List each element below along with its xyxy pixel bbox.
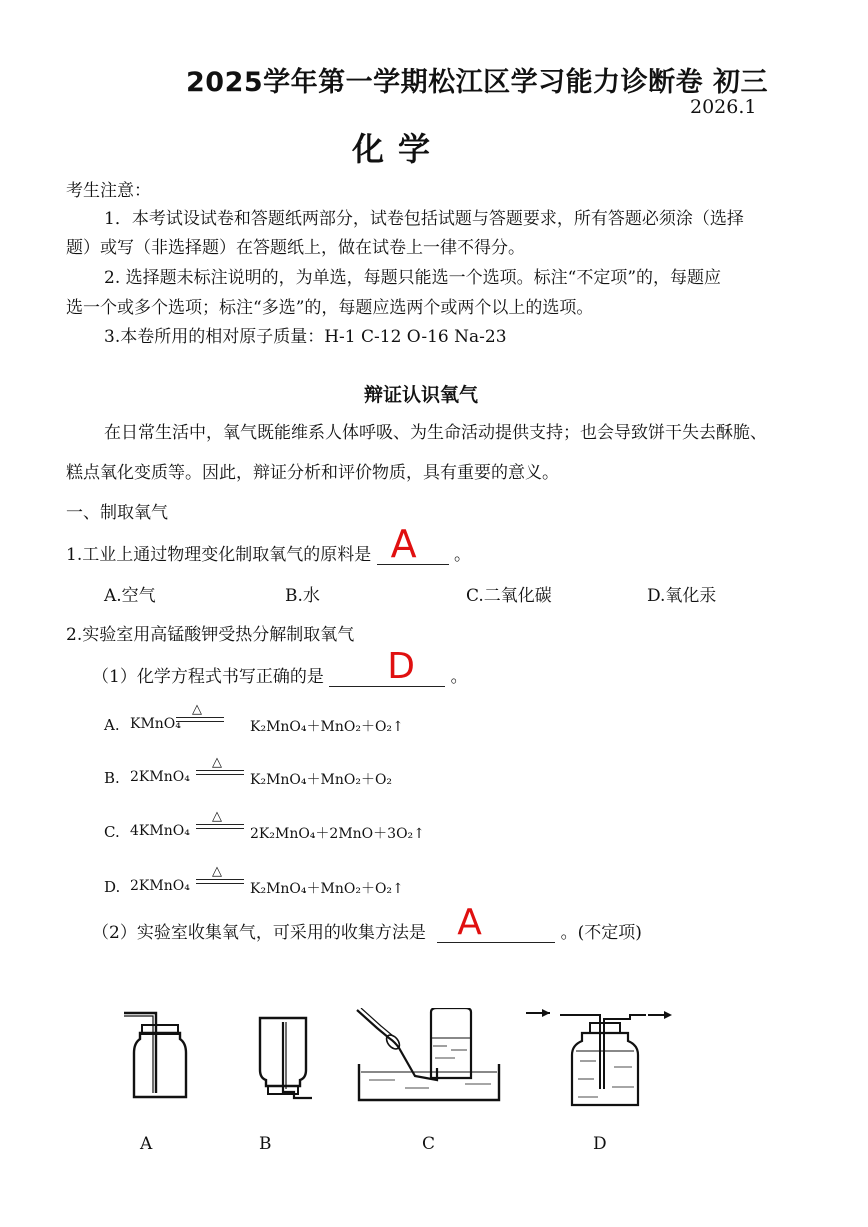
section-title: 辩证认识氧气	[364, 384, 479, 406]
section-intro-line-2: 糕点氧化变质等。因此，辩证分析和评价物质，具有重要的意义。	[66, 463, 559, 483]
q1-option-b: B.水	[285, 586, 320, 606]
q1-option-c: C.二氧化碳	[466, 586, 552, 606]
eq-d-condition	[196, 864, 244, 890]
subject-title: 化学	[352, 130, 445, 168]
question-2-1	[92, 646, 468, 687]
question-1-handwritten-answer: A	[390, 522, 417, 566]
apparatus-label-d: D	[593, 1134, 607, 1154]
eq-c-condition	[196, 809, 244, 835]
eq-a-right: K₂MnO₄＋MnO₂＋O₂↑	[250, 719, 404, 735]
apparatus-c-water-trough	[355, 1008, 505, 1108]
heat-triangle-icon: △	[212, 809, 222, 824]
apparatus-a-bottle-upright	[118, 1005, 198, 1105]
eq-c-letter: C.	[104, 823, 120, 841]
question-2-2-answer-blank[interactable]	[437, 902, 555, 943]
notice-heading: 考生注意：	[66, 181, 151, 201]
heat-triangle-icon: △	[212, 755, 222, 770]
section-intro-line-1: 在日常生活中，氧气既能维系人体呼吸、为生命活动提供支持；也会导致饼干失去酥脆、	[104, 423, 767, 443]
question-1-answer-blank[interactable]	[377, 522, 449, 566]
notice-item-2: 2. 选择题未标注说明的，为单选，每题只能选一个选项。标注“不定项”的，每题应	[104, 268, 722, 288]
heat-triangle-icon: △	[212, 864, 222, 879]
question-2-stem: 2.实验室用高锰酸钾受热分解制取氧气	[66, 625, 355, 645]
question-2-1-tail: 。	[450, 667, 468, 687]
apparatus-b-bottle-inverted	[250, 1012, 320, 1112]
question-2-2	[92, 902, 642, 943]
question-2-2-handwritten-answer: A	[457, 902, 482, 943]
heat-triangle-icon: △	[192, 702, 202, 717]
eq-b-right: K₂MnO₄＋MnO₂＋O₂	[250, 772, 393, 788]
apparatus-label-c: C	[422, 1134, 436, 1154]
q1-option-a: A.空气	[104, 586, 156, 606]
exam-title: 2025学年第一学期松江区学习能力诊断卷 初三	[186, 67, 769, 98]
eq-d-right: K₂MnO₄＋MnO₂＋O₂↑	[250, 881, 404, 897]
eq-a-condition	[176, 702, 224, 728]
question-1	[66, 522, 472, 566]
eq-a-left: KMnO₄	[130, 716, 181, 732]
apparatus-label-b: B	[259, 1134, 272, 1154]
exam-date: 2026.1	[690, 96, 757, 118]
notice-item-1-cont: 题）或写（非选择题）在答题纸上，做在试卷上一律不得分。	[66, 238, 525, 258]
question-2-2-tail: 。(不定项)	[560, 923, 642, 943]
eq-c-right: 2K₂MnO₄＋2MnO＋3O₂↑	[250, 826, 425, 842]
eq-d-left: 2KMnO₄	[130, 878, 190, 894]
notice-item-2-cont: 选一个或多个选项；标注“多选”的，每题应选两个或两个以上的选项。	[66, 298, 594, 318]
eq-b-letter: B.	[104, 769, 120, 787]
eq-a-letter: A.	[104, 716, 120, 734]
question-1-tail: 。	[454, 545, 472, 565]
apparatus-label-a: A	[140, 1134, 153, 1154]
eq-b-condition	[196, 755, 244, 781]
q1-option-d: D.氧化汞	[647, 586, 717, 606]
question-2-2-stem: （2）实验室收集氧气，可采用的收集方法是	[92, 923, 426, 943]
question-2-1-stem: （1）化学方程式书写正确的是	[92, 667, 324, 687]
notice-item-3: 3.本卷所用的相对原子质量：H-1 C-12 O-16 Na-23	[104, 327, 507, 347]
notice-item-1: 1．本考试设试卷和答题纸两部分，试卷包括试题与答题要求，所有答题必须涂（选择	[104, 209, 744, 229]
question-1-stem: 1.工业上通过物理变化制取氧气的原料是	[66, 545, 372, 565]
question-2-1-answer-blank[interactable]	[329, 646, 445, 687]
eq-b-left: 2KMnO₄	[130, 769, 190, 785]
apparatus-d-gas-bottle	[520, 1005, 675, 1110]
part-heading: 一、制取氧气	[66, 503, 168, 523]
question-2-1-handwritten-answer: D	[387, 646, 415, 687]
eq-c-left: 4KMnO₄	[130, 823, 190, 839]
eq-d-letter: D.	[104, 878, 121, 896]
